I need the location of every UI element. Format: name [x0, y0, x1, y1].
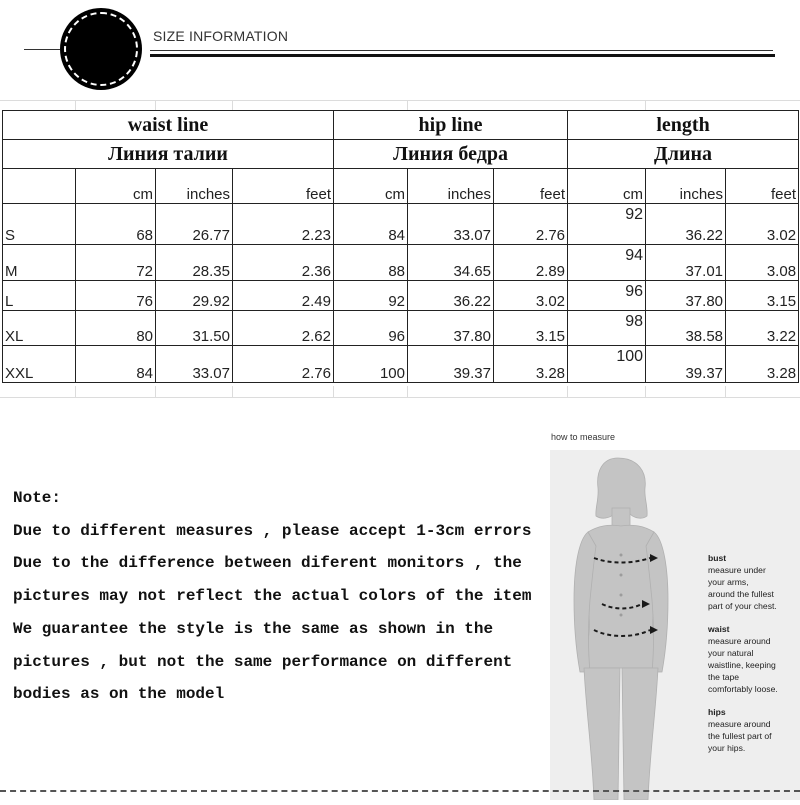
- table-cell: 100: [334, 346, 408, 383]
- measure-title: how to measure: [551, 432, 616, 442]
- size-label: L: [3, 281, 76, 311]
- legend-line: measure under: [708, 565, 766, 575]
- header-rule-thin: [150, 50, 773, 51]
- group-header-waist-ru: Линия талии: [3, 140, 334, 169]
- empty-header-cell: [3, 169, 76, 204]
- grid-line: [725, 386, 726, 398]
- table-cell: 39.37: [646, 346, 726, 383]
- table-cell: 92: [334, 281, 408, 311]
- legend-line: part of your chest.: [708, 601, 777, 611]
- table-cell: 36.22: [646, 204, 726, 245]
- table-cell: 39.37: [408, 346, 494, 383]
- unit-header: inches: [646, 169, 726, 204]
- notes-line: Due to the difference between diferent monitors , the: [13, 554, 522, 573]
- table-cell: 2.23: [233, 204, 334, 245]
- header-left-line: [24, 49, 60, 50]
- group-header-hip-ru: Линия бедра: [334, 140, 568, 169]
- legend-waist: [708, 623, 778, 695]
- notes-line: bodies as on the model: [13, 685, 225, 704]
- unit-header: cm: [76, 169, 156, 204]
- notes-line: pictures , but not the same performance on different: [13, 652, 513, 671]
- table-cell: 2.76: [233, 346, 334, 383]
- legend-line: the tape: [708, 672, 740, 682]
- size-label: XXL: [3, 346, 76, 383]
- legend-heading: waist: [708, 624, 730, 634]
- group-header-hip: hip line: [334, 111, 568, 140]
- table-cell: 3.15: [726, 281, 799, 311]
- notes-line: pictures may not reflect the actual colors of the item: [13, 587, 532, 606]
- table-cell: 88: [334, 245, 408, 281]
- legend-line: the fullest part of: [708, 731, 772, 741]
- table-cell: 3.28: [726, 346, 799, 383]
- table-row: [3, 346, 799, 383]
- table-row: [3, 311, 799, 346]
- grid-line: [232, 100, 233, 110]
- table-cell: 80: [76, 311, 156, 346]
- grid-line: [0, 397, 800, 398]
- measure-panel: [550, 450, 800, 800]
- table-cell: 2.89: [494, 245, 568, 281]
- table-cell: 34.65: [408, 245, 494, 281]
- unit-header: feet: [494, 169, 568, 204]
- table-row: [3, 204, 799, 245]
- grid-line: [155, 100, 156, 110]
- table-cell: 3.28: [494, 346, 568, 383]
- table-row: [3, 281, 799, 311]
- notes-line: Due to different measures , please accept 1-3cm errors: [13, 521, 532, 540]
- legend-line: comfortably loose.: [708, 684, 778, 694]
- grid-line: [75, 386, 76, 398]
- group-header-length: length: [568, 111, 799, 140]
- group-header-length-ru: Длина: [568, 140, 799, 169]
- table-cell: 3.15: [494, 311, 568, 346]
- size-table: [2, 110, 799, 383]
- legend-line: measure around: [708, 636, 771, 646]
- legend-line: your arms,: [708, 577, 749, 587]
- notes-block: [13, 482, 531, 711]
- group-header-waist: waist line: [3, 111, 334, 140]
- legend-line: around the fullest: [708, 589, 774, 599]
- size-label: XL: [3, 311, 76, 346]
- table-cell: 96: [568, 281, 646, 311]
- table-cell: 2.76: [494, 204, 568, 245]
- table-cell: 3.22: [726, 311, 799, 346]
- table-cell: 2.49: [233, 281, 334, 311]
- size-label: S: [3, 204, 76, 245]
- header-rule-thick: [150, 54, 775, 57]
- size-label: M: [3, 245, 76, 281]
- unit-header: cm: [334, 169, 408, 204]
- legend-hips: [708, 706, 772, 754]
- table-cell: 3.02: [726, 204, 799, 245]
- notes-heading: Note:: [13, 489, 62, 507]
- table-cell: 2.36: [233, 245, 334, 281]
- table-cell: 98: [568, 311, 646, 346]
- header-circle-icon: [60, 8, 142, 90]
- legend-line: your natural: [708, 648, 754, 658]
- unit-header: inches: [156, 169, 233, 204]
- table-cell: 100: [568, 346, 646, 383]
- table-cell: 29.92: [156, 281, 233, 311]
- bottom-divider: [0, 790, 800, 792]
- table-cell: 28.35: [156, 245, 233, 281]
- table-cell: 36.22: [408, 281, 494, 311]
- table-cell: 33.07: [408, 204, 494, 245]
- grid-line: [155, 386, 156, 398]
- grid-line: [407, 386, 408, 398]
- table-cell: 3.02: [494, 281, 568, 311]
- unit-header: feet: [726, 169, 799, 204]
- legend-line: waistline, keeping: [708, 660, 776, 670]
- table-cell: 37.01: [646, 245, 726, 281]
- table-cell: 68: [76, 204, 156, 245]
- table-cell: 84: [76, 346, 156, 383]
- grid-line: [645, 386, 646, 398]
- unit-header: inches: [408, 169, 494, 204]
- table-cell: 3.08: [726, 245, 799, 281]
- legend-line: measure around: [708, 719, 771, 729]
- notes-line: We guarantee the style is the same as shown in the: [13, 619, 494, 638]
- table-cell: 76: [76, 281, 156, 311]
- legend-bust: [708, 552, 777, 612]
- page-title: SIZE INFORMATION: [153, 28, 289, 44]
- table-cell: 84: [334, 204, 408, 245]
- grid-line: [0, 100, 800, 101]
- legend-heading: bust: [708, 553, 727, 563]
- unit-header: feet: [233, 169, 334, 204]
- table-cell: 37.80: [646, 281, 726, 311]
- table-cell: 92: [568, 204, 646, 245]
- table-cell: 96: [334, 311, 408, 346]
- table-cell: 38.58: [646, 311, 726, 346]
- grid-line: [567, 386, 568, 398]
- grid-line: [645, 100, 646, 110]
- grid-line: [75, 100, 76, 110]
- table-cell: 37.80: [408, 311, 494, 346]
- grid-line: [407, 100, 408, 110]
- legend-heading: hips: [708, 707, 726, 717]
- grid-line: [232, 386, 233, 398]
- table-cell: 2.62: [233, 311, 334, 346]
- grid-line: [333, 386, 334, 398]
- unit-header: cm: [568, 169, 646, 204]
- table-cell: 94: [568, 245, 646, 281]
- table-cell: 26.77: [156, 204, 233, 245]
- table-cell: 31.50: [156, 311, 233, 346]
- legend-line: your hips.: [708, 743, 746, 753]
- table-row: [3, 245, 799, 281]
- table-cell: 33.07: [156, 346, 233, 383]
- table-cell: 72: [76, 245, 156, 281]
